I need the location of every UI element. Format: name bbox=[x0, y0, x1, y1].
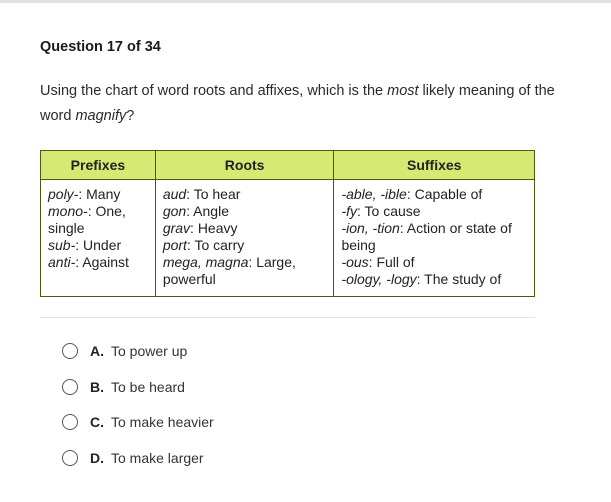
top-divider bbox=[0, 0, 611, 3]
section-divider bbox=[40, 317, 535, 318]
option-text: To power up bbox=[111, 343, 188, 359]
radio-circle-icon[interactable] bbox=[62, 450, 78, 466]
prefix-line: single bbox=[48, 220, 85, 236]
answer-option-c[interactable] bbox=[62, 412, 214, 432]
prompt-segment: likely meaning of the word bbox=[40, 83, 555, 124]
option-text: To make larger bbox=[111, 450, 204, 466]
prompt-segment: most bbox=[387, 83, 419, 99]
option-text: To make heavier bbox=[111, 414, 214, 430]
radio-circle-icon[interactable] bbox=[62, 379, 78, 395]
root-line: mega, magna: Large, bbox=[162, 254, 296, 270]
header-prefixes: Prefixes bbox=[41, 151, 156, 180]
radio-circle-icon[interactable] bbox=[62, 414, 78, 430]
root-line: aud: To hear bbox=[162, 186, 241, 202]
root-line: grav: Heavy bbox=[162, 220, 238, 236]
question-number: Question 17 of 34 bbox=[40, 39, 161, 55]
suffix-line: -ous: Full of bbox=[341, 254, 415, 270]
word-roots-table bbox=[40, 150, 535, 297]
question-prompt bbox=[40, 79, 560, 129]
prefix-line: sub-: Under bbox=[48, 237, 122, 253]
option-letter: B. bbox=[90, 379, 104, 395]
prefix-line: mono-: One, bbox=[48, 203, 126, 219]
option-letter: D. bbox=[90, 450, 104, 466]
root-line: gon: Angle bbox=[162, 203, 229, 219]
answer-option-a[interactable] bbox=[62, 341, 187, 361]
radio-circle-icon[interactable] bbox=[62, 343, 78, 359]
prompt-segment: Using the chart of word roots and affixes, which is the bbox=[40, 83, 388, 99]
prefix-line: anti-: Against bbox=[48, 254, 129, 270]
suffix-line: -able, -ible: Capable of bbox=[341, 186, 483, 202]
table-row bbox=[41, 180, 535, 297]
roots-cell bbox=[155, 180, 334, 297]
header-suffixes: Suffixes bbox=[334, 151, 535, 180]
suffixes-cell bbox=[334, 180, 535, 297]
prompt-segment: magnify bbox=[75, 108, 127, 124]
option-letter: A. bbox=[90, 343, 104, 359]
root-line: port: To carry bbox=[162, 237, 245, 253]
answer-option-d[interactable] bbox=[62, 448, 204, 468]
option-letter: C. bbox=[90, 414, 104, 430]
root-line: powerful bbox=[162, 271, 216, 287]
prompt-segment: ? bbox=[126, 108, 135, 124]
answer-option-b[interactable] bbox=[62, 377, 185, 397]
header-roots: Roots bbox=[155, 151, 334, 180]
suffix-line: -ion, -tion: Action or state of bbox=[341, 220, 512, 236]
prefix-line: poly-: Many bbox=[48, 186, 121, 202]
suffix-line: being bbox=[341, 237, 376, 253]
prefixes-cell bbox=[41, 180, 156, 297]
suffix-line: -ology, -logy: The study of bbox=[341, 271, 502, 287]
option-text: To be heard bbox=[111, 379, 185, 395]
table-header-row bbox=[41, 151, 535, 180]
suffix-line: -fy: To cause bbox=[341, 203, 421, 219]
